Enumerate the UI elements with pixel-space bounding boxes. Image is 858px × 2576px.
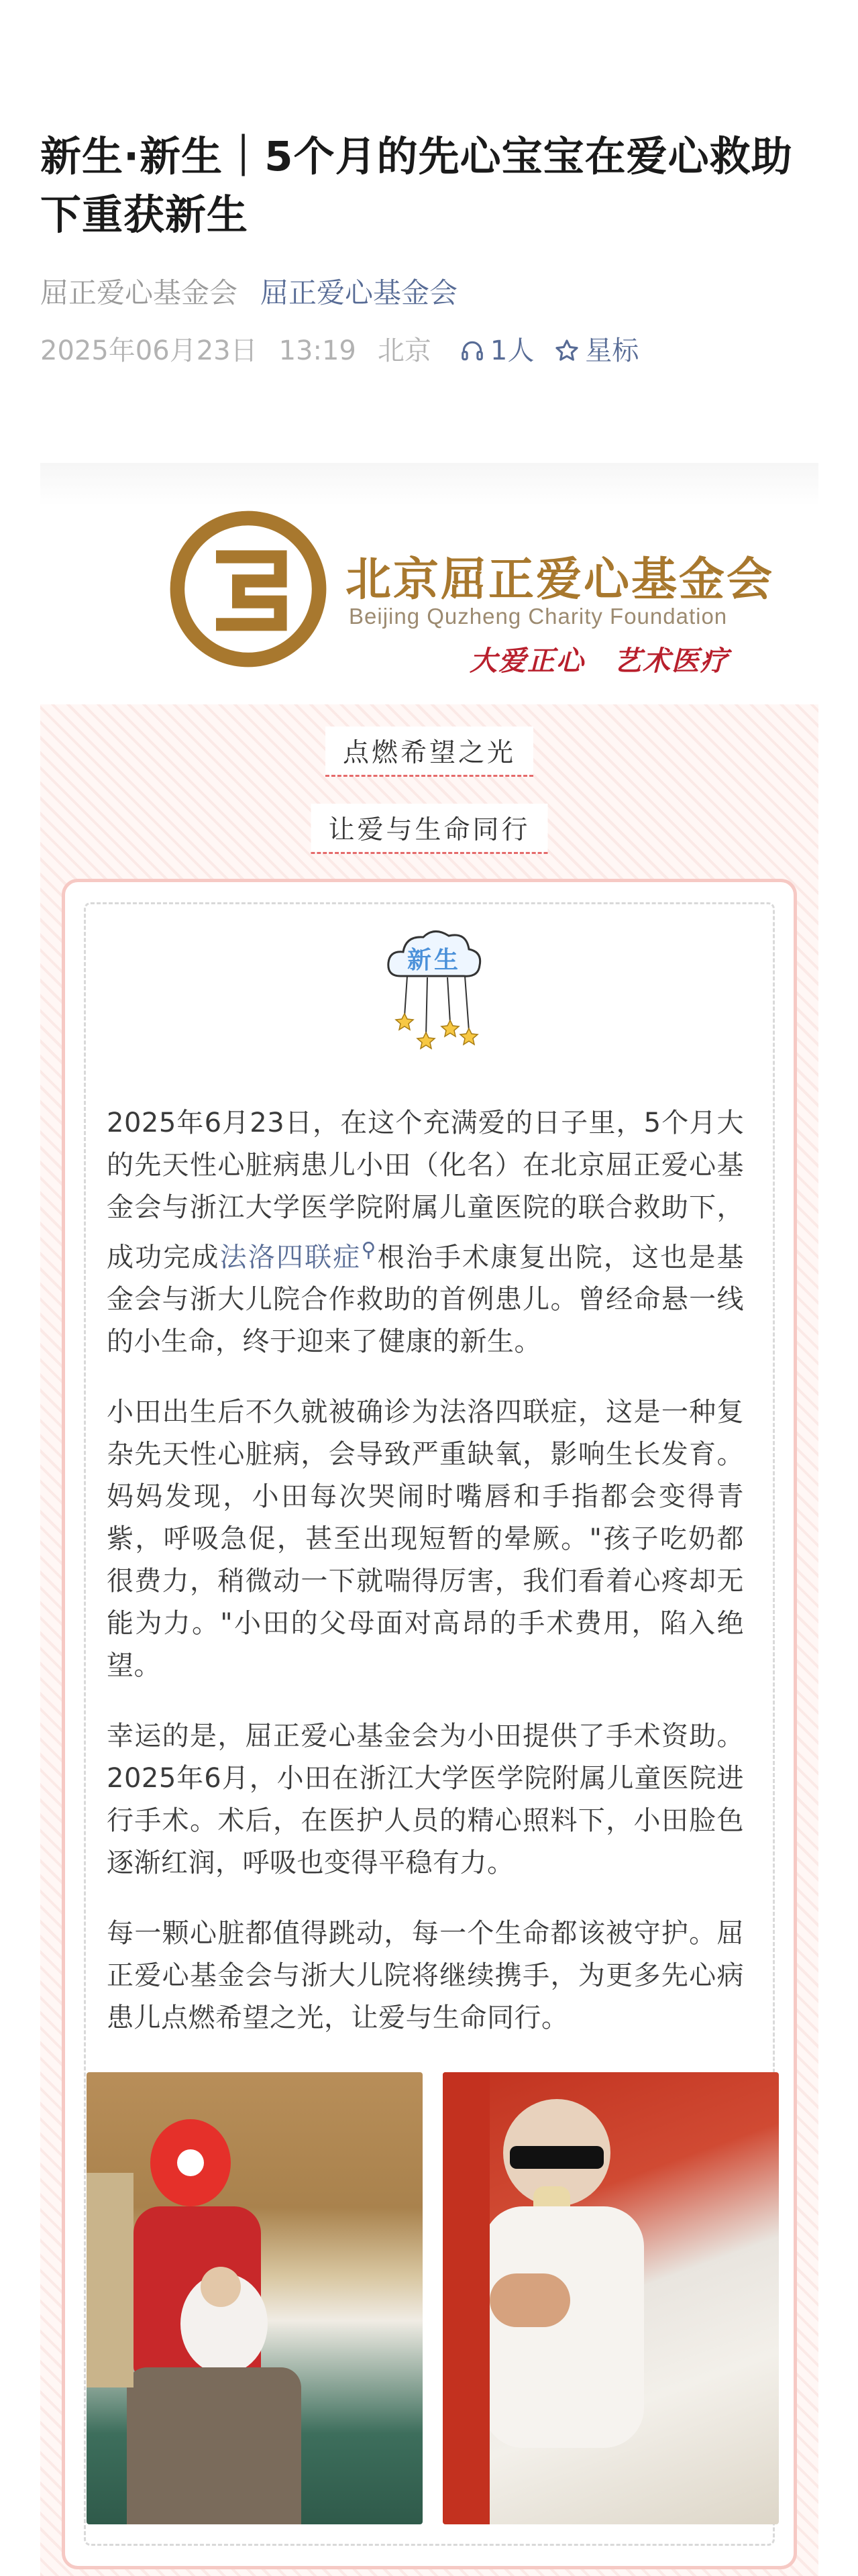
meta-row-author xyxy=(40,273,818,313)
tetralogy-link[interactable]: 法洛四联症 xyxy=(219,1242,362,1273)
story-card xyxy=(62,879,797,2569)
org-slogan: 大爱正心 艺术医疗 xyxy=(470,645,729,677)
meta-row-info xyxy=(40,331,818,370)
star-button[interactable] xyxy=(554,331,639,370)
article-header xyxy=(40,127,818,370)
paragraph-3: 幸运的是，屈正爱心基金会为小田提供了手术资助。2025年6月，小田在浙江大学医学院附属儿童医院进行手术。术后，在医护人员的精心照料下，小田脸色逐渐红润，呼吸也变得平稳有力。 xyxy=(107,1721,744,1879)
search-icon[interactable]: ⚲ xyxy=(361,1238,376,1262)
photo-mother-holding-baby[interactable] xyxy=(87,2072,423,2524)
tag-love: 让爱与生命同行 xyxy=(311,804,547,854)
publish-date: 2025年06月23日 xyxy=(40,335,258,366)
cloud-label: 新生 xyxy=(407,947,462,974)
org-name-en: Beijing Quzheng Charity Foundation xyxy=(349,604,728,629)
paragraph-4: 每一颗心脏都值得跳动，每一个生命都该被守护。屈正爱心基金会与浙大儿院将继续携手，为更多先心病患儿点燃希望之光，让爱与生命同行。 xyxy=(107,1918,744,2034)
foundation-logo xyxy=(168,508,329,669)
star-icon xyxy=(554,338,580,364)
publish-location: 北京 xyxy=(377,335,431,366)
tag-hope: 点燃希望之光 xyxy=(325,727,533,777)
paragraph-2: 小田出生后不久就被确诊为法洛四联症，这是一种复杂先天性心脏病，会导致严重缺氧，影响生长发育。妈妈发现，小田每次哭闹时嘴唇和手指都会变得青紫，呼吸急促，甚至出现短暂的晕厥。"孩子吃奶都很费力，稍微动一下就喘得厉害，我们看着心疼却无能为力。"小田的父母面对高昂的手术费用，陷入绝望。 xyxy=(107,1397,744,1682)
photo-baby-drinking[interactable] xyxy=(443,2072,779,2524)
account-link[interactable]: 屈正爱心基金会 xyxy=(260,276,458,309)
article-title: 新生·新生｜5个月的先心宝宝在爱心救助下重获新生 xyxy=(40,133,793,239)
headphones-icon xyxy=(460,338,485,364)
org-name-cn: 北京屈正爱心基金会 xyxy=(345,553,775,606)
publish-time: 13:19 xyxy=(278,335,356,366)
photo-row xyxy=(87,2072,779,2524)
foundation-banner xyxy=(40,463,818,704)
content-area xyxy=(40,704,818,2576)
star-label: 星标 xyxy=(585,335,639,366)
author-name: 屈正爱心基金会 xyxy=(40,276,238,309)
listener-count: 1人 xyxy=(490,335,535,366)
paragraph-1-text-b: 根治手术康复出院，这也是基金会与浙大儿院合作救助的首例患儿。曾经命悬一线的小生命，终于迎来了健康的新生。 xyxy=(107,1242,745,1358)
paragraph-1 xyxy=(107,1102,744,1363)
listen-button[interactable] xyxy=(460,331,534,370)
paragraph-1-text-a: 2025年6月23日，在这个充满爱的日子里，5个月大的先天性心脏病患儿小田（化名）在北京屈正爱心基金会与浙江大学医学院附属儿童医院的联合救助下，成功完成 xyxy=(107,1108,744,1273)
article-body xyxy=(107,1102,744,2068)
